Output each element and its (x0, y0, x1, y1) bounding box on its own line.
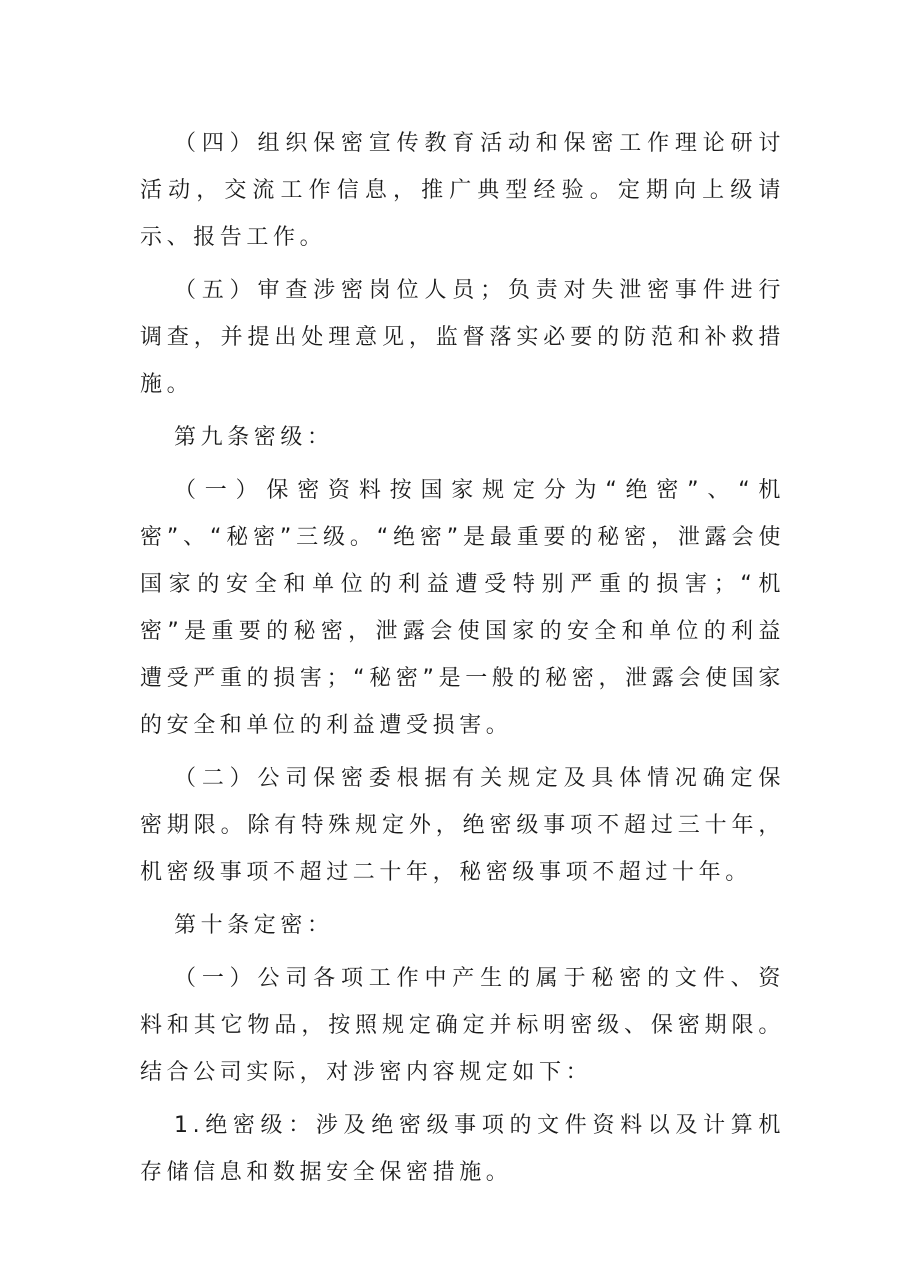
paragraph-classification-levels: （一）保密资料按国家规定分为“绝密”、“机密”、“秘密”三级。“绝密”是最重要的秘密，泄露会使国家的安全和单位的利益遭受特别严重的损害；“机密”是重要的秘密，泄露会使国家的安全和单位的利益遭受严重的损害；“秘密”是一般的秘密，泄露会使国家的安全和单位的利益遭受损害。 (140, 478, 785, 738)
paragraph-classification-period: （二）公司保密委根据有关规定及具体情况确定保密期限。除有特殊规定外，绝密级事项不超过三十年，机密级事项不超过二十年，秘密级事项不超过十年。 (140, 766, 785, 885)
paragraph-top-secret-level: 1.绝密级：涉及绝密级事项的文件资料以及计算机存储信息和数据安全保密措施。 (140, 1113, 785, 1185)
article-9-heading: 第九条密级： (174, 425, 334, 450)
article-10-heading: 第十条定密： (174, 913, 334, 938)
paragraph-classification-rules: （一）公司各项工作中产生的属于秘密的文件、资料和其它物品，按照规定确定并标明密级、保密期限。结合公司实际，对涉密内容规定如下： (140, 966, 785, 1085)
paragraph-item-5: （五）审查涉密岗位人员；负责对失泄密事件进行调查，并提出处理意见，监督落实必要的防范和补救措施。 (140, 278, 785, 397)
paragraph-item-4: （四）组织保密宣传教育活动和保密工作理论研讨活动，交流工作信息，推广典型经验。定期向上级请示、报告工作。 (140, 131, 785, 250)
document-body (140, 120, 785, 1202)
